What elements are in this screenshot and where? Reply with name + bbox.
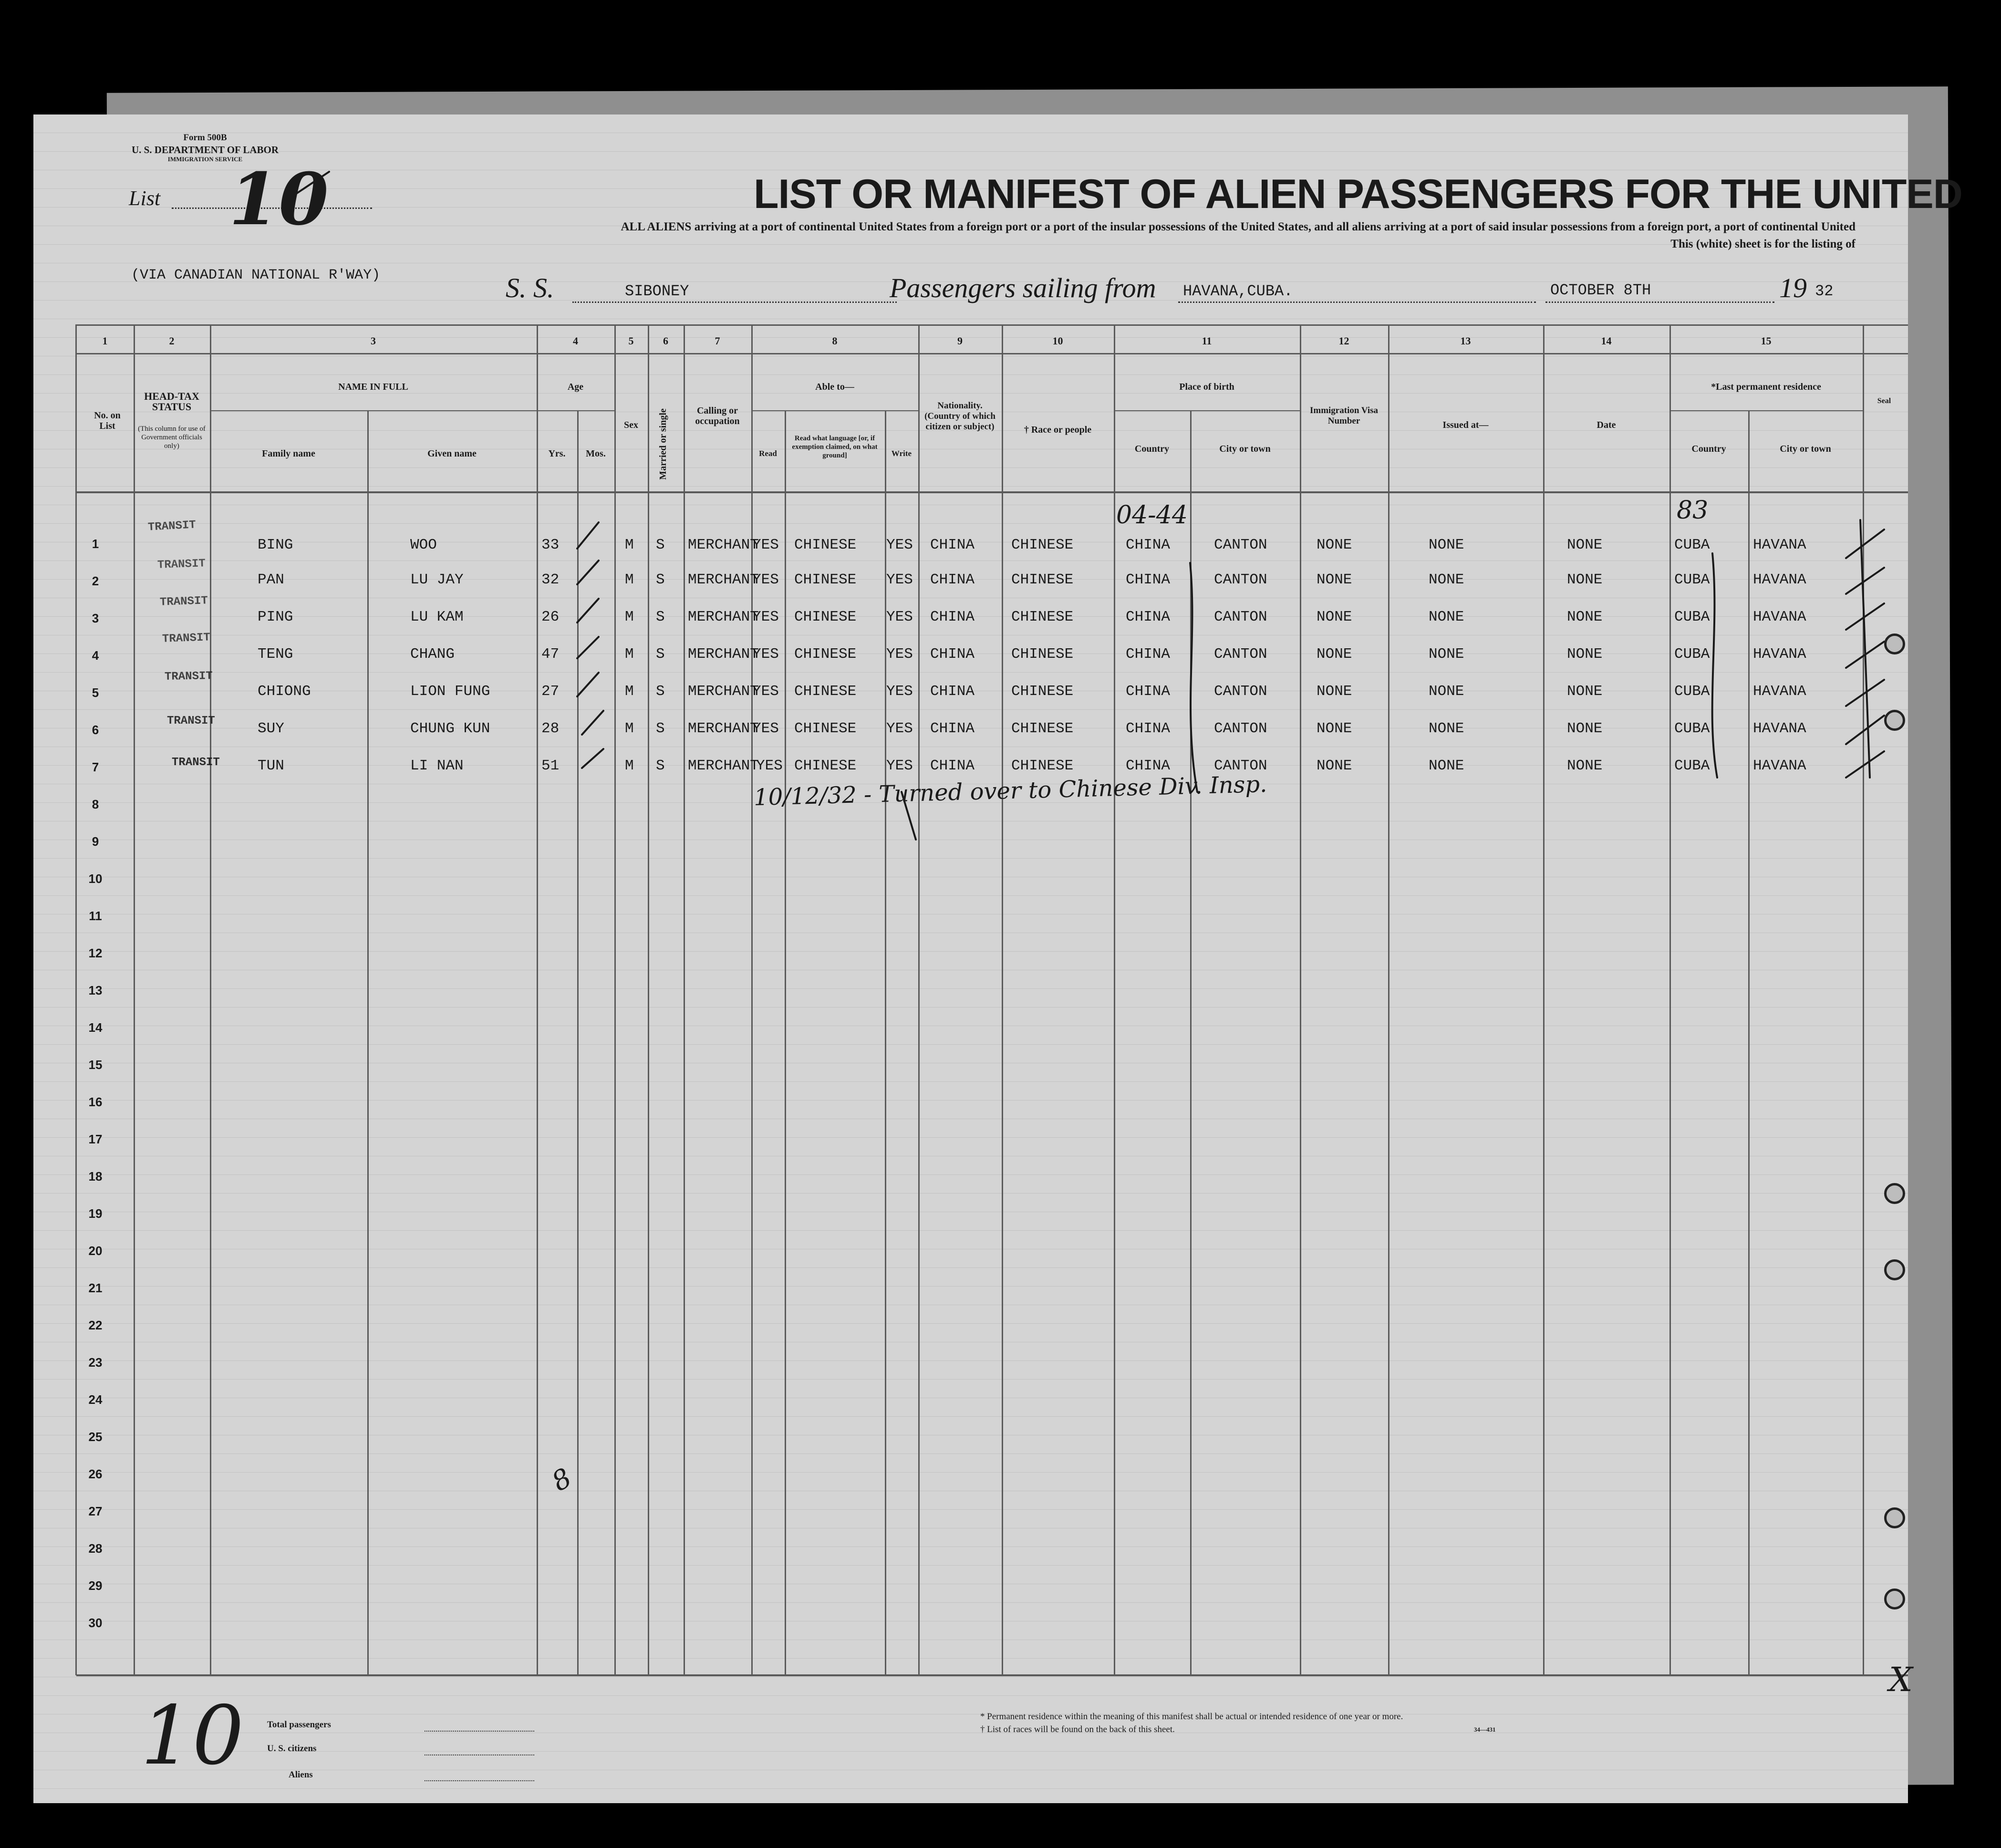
colnum-9: 9 xyxy=(957,335,963,347)
residence-city: HAVANA xyxy=(1753,537,1806,553)
residence-city: HAVANA xyxy=(1753,720,1806,737)
age-years: 33 xyxy=(541,537,560,553)
sex: M xyxy=(625,571,634,588)
row-number: 2 xyxy=(92,574,99,588)
row-number: 24 xyxy=(88,1392,103,1407)
header-nationality: Nationality. (Country of which citizen or subject) xyxy=(924,401,995,432)
row-number: 12 xyxy=(88,946,103,960)
row-number: 6 xyxy=(92,723,99,737)
aliens-line xyxy=(425,1780,534,1781)
residence-country: CUBA xyxy=(1674,720,1710,737)
family-name: CHIONG xyxy=(258,683,311,700)
sailing-label: Passengers sailing from xyxy=(890,272,1156,303)
row-number: 27 xyxy=(88,1504,103,1518)
family-name: BING xyxy=(258,537,293,553)
department-name: U. S. DEPARTMENT OF LABOR xyxy=(131,144,279,156)
footnote-permanent-residence: * Permanent residence within the meaning of this manifest shall be actual or intended residence of one year or more. xyxy=(980,1712,1403,1722)
row-number: 3 xyxy=(92,611,99,625)
header-birth-country: Country xyxy=(1134,444,1170,454)
footer-handwritten-number: 10 xyxy=(141,1689,244,1783)
marital-status: S xyxy=(656,758,665,774)
row-number: 13 xyxy=(88,983,103,997)
colnum-14: 14 xyxy=(1601,335,1612,347)
list-number-slash xyxy=(286,172,329,200)
family-name: SUY xyxy=(258,720,284,737)
family-name: PAN xyxy=(258,571,284,588)
row8-handwritten-note: 10/12/32 - Turned over to Chinese Div. Insp. xyxy=(753,770,1267,811)
port-of-departure: HAVANA,CUBA. xyxy=(1183,282,1293,300)
nationality: CHINA xyxy=(930,571,975,588)
header-calling: Calling or occupation xyxy=(695,405,740,426)
birth-city: CANTON xyxy=(1214,537,1267,553)
colnum-11: 11 xyxy=(1202,335,1212,347)
head-tax-stamp: TRANSIT xyxy=(159,594,208,609)
sailing-date: OCTOBER 8TH xyxy=(1550,281,1651,299)
colnum-15: 15 xyxy=(1761,335,1772,347)
marital-status: S xyxy=(656,537,665,553)
visa-number: NONE xyxy=(1317,537,1352,553)
nationality: CHINA xyxy=(930,758,975,774)
residence-country: CUBA xyxy=(1674,646,1710,663)
visa-date: NONE xyxy=(1567,571,1603,588)
family-name: PING xyxy=(258,609,293,625)
row-number: 25 xyxy=(88,1430,103,1444)
row-number: 30 xyxy=(88,1616,103,1630)
occupation: MERCHANT xyxy=(688,571,759,588)
row-number: 9 xyxy=(92,834,99,849)
header-married-or-single: Married or single xyxy=(658,408,668,480)
read-language: CHINESE xyxy=(794,537,857,553)
issued-at: NONE xyxy=(1429,720,1464,737)
birth-handwritten-note: 04-44 xyxy=(1116,501,1188,529)
birth-country: CHINA xyxy=(1126,720,1171,737)
nationality: CHINA xyxy=(930,646,975,663)
header-side-label: Seal xyxy=(1877,397,1891,405)
header-res-city: City or town xyxy=(1780,444,1831,454)
handwritten-pen-marks xyxy=(33,114,1908,1803)
issued-at: NONE xyxy=(1429,646,1464,663)
colnum-2: 2 xyxy=(169,335,175,347)
header-last-residence: *Last permanent residence xyxy=(1711,382,1821,392)
can-read: YES xyxy=(752,720,779,737)
header-head-tax-note: (This column for use of Government officials only) xyxy=(138,425,206,450)
birth-country: CHINA xyxy=(1126,683,1171,700)
header-family-name: Family name xyxy=(262,448,315,459)
colnum-5: 5 xyxy=(628,335,634,347)
age-years: 28 xyxy=(541,720,560,737)
birth-country: CHINA xyxy=(1126,758,1171,774)
list-label: List xyxy=(129,187,161,210)
visa-number: NONE xyxy=(1317,571,1352,588)
row-number: 4 xyxy=(92,648,99,663)
birth-city: CANTON xyxy=(1214,758,1267,774)
issued-at: NONE xyxy=(1429,758,1464,774)
header-mos: Mos. xyxy=(586,448,606,459)
age-years: 51 xyxy=(541,758,560,774)
residence-city: HAVANA xyxy=(1753,571,1806,588)
birth-city: CANTON xyxy=(1214,571,1267,588)
race: CHINESE xyxy=(1011,646,1074,663)
issued-at: NONE xyxy=(1429,537,1464,553)
residence-country: CUBA xyxy=(1674,683,1710,700)
birth-city: CANTON xyxy=(1214,683,1267,700)
nationality: CHINA xyxy=(930,537,975,553)
head-tax-stamp: TRANSIT xyxy=(162,631,211,646)
ship-name: SIBONEY xyxy=(625,282,689,300)
row-number: 14 xyxy=(88,1020,103,1035)
residence-city: HAVANA xyxy=(1753,758,1806,774)
header-write: Write xyxy=(891,449,912,458)
footnote-races: † List of races will be found on the back of this sheet. xyxy=(980,1724,1175,1734)
header-res-country: Country xyxy=(1691,444,1726,454)
given-name: WOO xyxy=(410,537,437,553)
sex: M xyxy=(625,758,634,774)
occupation: MERCHANT xyxy=(688,758,759,774)
age-years: 26 xyxy=(541,609,560,625)
read-language: CHINESE xyxy=(794,720,857,737)
visa-date: NONE xyxy=(1567,758,1603,774)
row-number: 5 xyxy=(92,685,99,700)
colnum-1: 1 xyxy=(102,335,108,347)
visa-number: NONE xyxy=(1317,720,1352,737)
marital-status: S xyxy=(656,609,665,625)
age-tick-marks xyxy=(577,522,603,768)
race: CHINESE xyxy=(1011,683,1074,700)
head-tax-stamp: TRANSIT xyxy=(172,756,220,769)
form-number: Form 500B xyxy=(183,133,227,143)
can-read: YES xyxy=(752,683,779,700)
row-number: 22 xyxy=(88,1318,103,1332)
read-language: CHINESE xyxy=(794,646,857,663)
marital-status: S xyxy=(656,571,665,588)
age-column-mark: 8 xyxy=(547,1462,577,1498)
issued-at: NONE xyxy=(1429,683,1464,700)
header-no-on-list: No. on List xyxy=(94,410,121,431)
race: CHINESE xyxy=(1011,571,1074,588)
occupation: MERCHANT xyxy=(688,683,759,700)
header-yrs: Yrs. xyxy=(548,448,566,459)
route-note: (VIA CANADIAN NATIONAL R'WAY) xyxy=(131,267,381,283)
birth-country: CHINA xyxy=(1126,537,1171,553)
residence-country: CUBA xyxy=(1674,758,1710,774)
given-name: LI NAN xyxy=(410,758,464,774)
colnum-10: 10 xyxy=(1052,335,1063,347)
visa-date: NONE xyxy=(1567,720,1603,737)
residence-city: HAVANA xyxy=(1753,609,1806,625)
can-write: YES xyxy=(886,537,913,553)
read-language: CHINESE xyxy=(794,571,857,588)
given-name: LU JAY xyxy=(410,571,464,588)
colnum-3: 3 xyxy=(371,335,376,347)
punch-hole xyxy=(1884,710,1905,731)
read-language: CHINESE xyxy=(794,683,857,700)
occupation: MERCHANT xyxy=(688,646,759,663)
row-number: 19 xyxy=(88,1206,103,1221)
age-years: 32 xyxy=(541,571,560,588)
sex: M xyxy=(625,683,634,700)
residence-brace xyxy=(1712,553,1717,778)
header-name-in-full: NAME IN FULL xyxy=(338,382,408,392)
issued-at: NONE xyxy=(1429,571,1464,588)
race: CHINESE xyxy=(1011,537,1074,553)
header-read: Read xyxy=(759,449,777,458)
head-tax-stamp: TRANSIT xyxy=(157,557,206,572)
birth-country: CHINA xyxy=(1126,609,1171,625)
signature-flourish xyxy=(902,792,916,840)
nationality: CHINA xyxy=(930,720,975,737)
manifest-subtitle-2: This (white) sheet is for the listing of xyxy=(1670,238,1856,250)
given-name: LION FUNG xyxy=(410,683,490,700)
sex: M xyxy=(625,609,634,625)
sex: M xyxy=(625,646,634,663)
corner-mark: X xyxy=(1889,1660,1913,1699)
colnum-7: 7 xyxy=(715,335,720,347)
visa-number: NONE xyxy=(1317,758,1352,774)
age-years: 47 xyxy=(541,646,560,663)
list-number-handwritten: 10 xyxy=(229,157,329,241)
issued-at: NONE xyxy=(1429,609,1464,625)
row-number: 20 xyxy=(88,1244,103,1258)
colnum-6: 6 xyxy=(663,335,668,347)
punch-hole xyxy=(1884,1183,1905,1204)
row-number: 26 xyxy=(88,1467,103,1481)
row-number: 18 xyxy=(88,1169,103,1184)
birth-country: CHINA xyxy=(1126,646,1171,663)
visa-date: NONE xyxy=(1567,646,1603,663)
can-write: YES xyxy=(886,758,913,774)
visa-number: NONE xyxy=(1317,646,1352,663)
head-tax-stamp: TRANSIT xyxy=(164,670,213,684)
year-prefix: 19 xyxy=(1779,272,1807,303)
can-write: YES xyxy=(886,683,913,700)
header-place-of-birth: Place of birth xyxy=(1179,382,1234,392)
can-read: YES xyxy=(752,646,779,663)
occupation: MERCHANT xyxy=(688,537,759,553)
manifest-title: LIST OR MANIFEST OF ALIEN PASSENGERS FOR THE UNITED xyxy=(754,171,1962,217)
year-suffix: 32 xyxy=(1815,282,1834,300)
can-write: YES xyxy=(886,720,913,737)
nationality: CHINA xyxy=(930,683,975,700)
marital-status: S xyxy=(656,720,665,737)
nationality: CHINA xyxy=(930,609,975,625)
row-number: 8 xyxy=(92,797,99,811)
colnum-13: 13 xyxy=(1460,335,1471,347)
header-read-language: Read what language [or, if exemption claimed, on what ground] xyxy=(792,435,878,459)
marital-status: S xyxy=(656,646,665,663)
punch-hole xyxy=(1884,633,1905,654)
colnum-4: 4 xyxy=(573,335,578,347)
header-age: Age xyxy=(567,382,584,392)
residence-country: CUBA xyxy=(1674,571,1710,588)
punch-hole xyxy=(1884,1588,1905,1609)
row-number: 21 xyxy=(88,1281,103,1295)
birth-country: CHINA xyxy=(1126,571,1171,588)
header-issued-at: Issued at— xyxy=(1442,420,1489,430)
birth-city: CANTON xyxy=(1214,609,1267,625)
visa-number: NONE xyxy=(1317,683,1352,700)
birth-city: CANTON xyxy=(1214,646,1267,663)
row-number: 29 xyxy=(88,1578,103,1593)
can-write: YES xyxy=(886,646,913,663)
header-able-to: Able to— xyxy=(815,382,854,392)
residence-city: HAVANA xyxy=(1753,683,1806,700)
given-name: LU KAM xyxy=(410,609,464,625)
birth-city: CANTON xyxy=(1214,720,1267,737)
marital-status: S xyxy=(656,683,665,700)
can-read: YES xyxy=(752,537,779,553)
row-number: 23 xyxy=(88,1355,103,1370)
visa-number: NONE xyxy=(1317,609,1352,625)
sex: M xyxy=(625,537,634,553)
total-passengers-label: Total passengers xyxy=(267,1720,331,1730)
row-number: 28 xyxy=(88,1541,103,1556)
residence-country: CUBA xyxy=(1674,609,1710,625)
family-name: TUN xyxy=(258,758,284,774)
given-name: CHANG xyxy=(410,646,455,663)
us-citizens-label: U. S. citizens xyxy=(267,1744,317,1754)
aliens-label: Aliens xyxy=(289,1770,313,1780)
visa-date: NONE xyxy=(1567,609,1603,625)
residence-city: HAVANA xyxy=(1753,646,1806,663)
head-tax-stamp: TRANSIT xyxy=(167,715,215,727)
row-number: 15 xyxy=(88,1058,103,1072)
row-number: 1 xyxy=(92,537,99,551)
occupation: MERCHANT xyxy=(688,609,759,625)
manifest-sheet xyxy=(33,114,1962,1803)
row-number: 10 xyxy=(88,872,103,886)
header-head-tax: HEAD-TAX STATUS xyxy=(144,390,199,413)
read-language: CHINESE xyxy=(794,758,857,774)
ss-label: S. S. xyxy=(506,272,554,303)
total-passengers-line xyxy=(425,1731,534,1732)
can-read: YES xyxy=(752,571,779,588)
header-given-name: Given name xyxy=(427,448,477,459)
colnum-12: 12 xyxy=(1338,335,1349,347)
occupation: MERCHANT xyxy=(688,720,759,737)
header-race: † Race or people xyxy=(1024,425,1092,435)
given-name: CHUNG KUN xyxy=(410,720,490,737)
sex: M xyxy=(625,720,634,737)
race: CHINESE xyxy=(1011,609,1074,625)
race: CHINESE xyxy=(1011,758,1074,774)
row-number: 17 xyxy=(88,1132,103,1146)
family-name: TENG xyxy=(258,646,293,663)
manifest-subtitle-1: ALL ALIENS arriving at a port of continental United States from a foreign port or a port of the insular possessions of the United States, and all aliens arriving at a port of said insular possessions from a foreign port, a port of continental United xyxy=(621,220,1856,233)
can-write: YES xyxy=(886,571,913,588)
residence-country: CUBA xyxy=(1674,537,1710,553)
service-name: IMMIGRATION SERVICE xyxy=(167,156,243,163)
header-birth-city: City or town xyxy=(1219,444,1271,454)
row-number: 16 xyxy=(88,1095,103,1109)
read-language: CHINESE xyxy=(794,609,857,625)
header-date: Date xyxy=(1597,420,1616,430)
can-read: YES xyxy=(756,758,783,774)
punch-hole xyxy=(1884,1259,1905,1280)
header-visa-number: Immigration Visa Number xyxy=(1309,405,1379,426)
visa-date: NONE xyxy=(1567,537,1603,553)
can-write: YES xyxy=(886,609,913,625)
visa-date: NONE xyxy=(1567,683,1603,700)
punch-hole xyxy=(1884,1507,1905,1528)
can-read: YES xyxy=(752,609,779,625)
race: CHINESE xyxy=(1011,720,1074,737)
row-number: 7 xyxy=(92,760,99,774)
colnum-8: 8 xyxy=(832,335,838,347)
age-years: 27 xyxy=(541,683,560,700)
form-code: 34—431 xyxy=(1474,1726,1496,1733)
birth-city-brace xyxy=(1190,563,1197,792)
row-number: 11 xyxy=(89,909,102,923)
side-check-line xyxy=(1860,520,1870,778)
head-tax-stamp: TRANSIT xyxy=(147,519,197,534)
header-sex: Sex xyxy=(624,420,638,430)
residence-handwritten-note: 83 xyxy=(1677,496,1709,525)
